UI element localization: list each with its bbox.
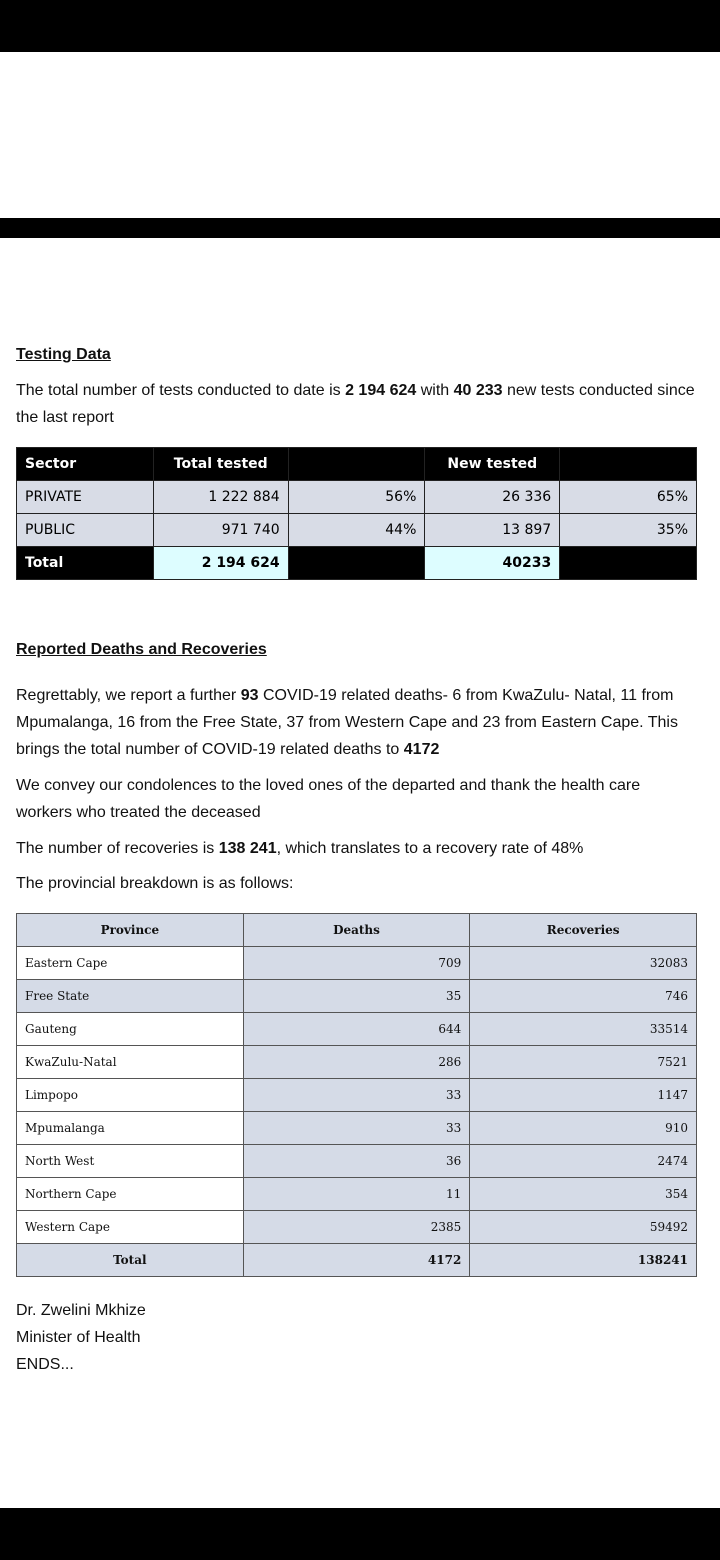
testing-table (16, 447, 697, 580)
province-name: KwaZulu-Natal (17, 1046, 244, 1079)
bottom-black-bar (0, 1508, 720, 1560)
intro-text: The total number of tests conducted to date is (16, 382, 346, 399)
mid-black-bar (0, 218, 720, 238)
recoveries-paragraph (16, 835, 700, 862)
condolences-paragraph: We convey our condolences to the loved ones of the departed and thank the health care workers who treated the deceased (16, 777, 641, 821)
table-cell: PRIVATE (17, 481, 154, 514)
deaths-cell: 35 (243, 980, 470, 1013)
header-cell: Recoveries (470, 914, 697, 947)
province-table (16, 913, 697, 1277)
table-row (17, 980, 697, 1013)
recoveries-cell: 2474 (470, 1145, 697, 1178)
total-recoveries: 138241 (470, 1244, 697, 1277)
intro-text: with (416, 382, 454, 399)
header-cell (560, 448, 697, 481)
table-cell: 13 897 (425, 514, 560, 547)
signoff-name: Dr. Zwelini Mkhize (16, 1302, 146, 1319)
top-black-bar (0, 0, 720, 52)
table-row (17, 1013, 697, 1046)
table-row (17, 1112, 697, 1145)
table-row (17, 481, 697, 514)
header-cell: Deaths (243, 914, 470, 947)
table-cell: 35% (560, 514, 697, 547)
table-cell: 1 222 884 (153, 481, 288, 514)
recoveries-cell: 33514 (470, 1013, 697, 1046)
province-name: Limpopo (17, 1079, 244, 1112)
signoff-title: Minister of Health (16, 1329, 141, 1346)
deaths-paragraph (16, 682, 700, 763)
recoveries-cell: 354 (470, 1178, 697, 1211)
deaths-cell: 286 (243, 1046, 470, 1079)
recoveries-cell: 746 (470, 980, 697, 1013)
deaths-heading: Reported Deaths and Recoveries (16, 641, 267, 658)
table-cell: 971 740 (153, 514, 288, 547)
header-cell: Province (17, 914, 244, 947)
recoveries-cell: 910 (470, 1112, 697, 1145)
recoveries-cell: 1147 (470, 1079, 697, 1112)
table-cell: 56% (288, 481, 425, 514)
recoveries-cell: 7521 (470, 1046, 697, 1079)
header-cell (288, 448, 425, 481)
province-name: Eastern Cape (17, 947, 244, 980)
table-row (17, 947, 697, 980)
table-cell: Total (17, 547, 154, 580)
table-cell: 44% (288, 514, 425, 547)
table-row (17, 514, 697, 547)
table-row (17, 1079, 697, 1112)
paragraph-text: Regrettably, we report a further (16, 687, 241, 704)
table-total-row (17, 1244, 697, 1277)
deaths-cell: 2385 (243, 1211, 470, 1244)
table-row (17, 1211, 697, 1244)
breakdown-intro: The provincial breakdown is as follows: (16, 875, 294, 892)
recoveries-cell: 59492 (470, 1211, 697, 1244)
intro-text: new tests conducted since the last report (16, 382, 695, 426)
province-table-header (17, 914, 697, 947)
testing-table-header (17, 448, 697, 481)
province-name: Free State (17, 980, 244, 1013)
deaths-cell: 709 (243, 947, 470, 980)
deaths-cell: 33 (243, 1079, 470, 1112)
deaths-cell: 11 (243, 1178, 470, 1211)
paragraph-text: , which translates to a recovery rate of 48% (276, 840, 584, 857)
table-cell (560, 547, 697, 580)
paragraph-text: COVID-19 related deaths- 6 from KwaZulu- Natal, 11 from Mpumalanga, 16 from the Free State, 37 from Western Cape and 23 from Eastern Cape. This brings the total number of COVID-19 related deaths to (16, 687, 678, 758)
province-name: Western Cape (17, 1211, 244, 1244)
table-cell: 65% (560, 481, 697, 514)
table-cell: 2 194 624 (153, 547, 288, 580)
recoveries-cell: 32083 (470, 947, 697, 980)
table-row (17, 1046, 697, 1079)
table-cell (288, 547, 425, 580)
paragraph-text: The number of recoveries is (16, 840, 219, 857)
deaths-cell: 644 (243, 1013, 470, 1046)
deaths-cell: 33 (243, 1112, 470, 1145)
table-cell: 40233 (425, 547, 560, 580)
new-tests-value: 40 233 (453, 382, 503, 399)
total-deaths: 4172 (243, 1244, 470, 1277)
table-cell: 26 336 (425, 481, 560, 514)
header-cell: New tested (425, 448, 560, 481)
recoveries-value: 138 241 (218, 840, 277, 857)
header-cell: Total tested (153, 448, 288, 481)
table-cell: PUBLIC (17, 514, 154, 547)
province-name: North West (17, 1145, 244, 1178)
province-name: Mpumalanga (17, 1112, 244, 1145)
table-row (17, 1178, 697, 1211)
table-total-row (17, 547, 697, 580)
total-deaths-value: 4172 (403, 741, 440, 758)
province-name: Gauteng (17, 1013, 244, 1046)
deaths-cell: 36 (243, 1145, 470, 1178)
testing-heading: Testing Data (16, 346, 111, 363)
total-label: Total (17, 1244, 244, 1277)
total-tests-value: 2 194 624 (345, 382, 417, 399)
signoff-end: ENDS... (16, 1356, 74, 1373)
header-cell: Sector (17, 448, 154, 481)
table-row (17, 1145, 697, 1178)
new-deaths-value: 93 (240, 687, 259, 704)
province-name: Northern Cape (17, 1178, 244, 1211)
testing-intro (16, 377, 700, 431)
